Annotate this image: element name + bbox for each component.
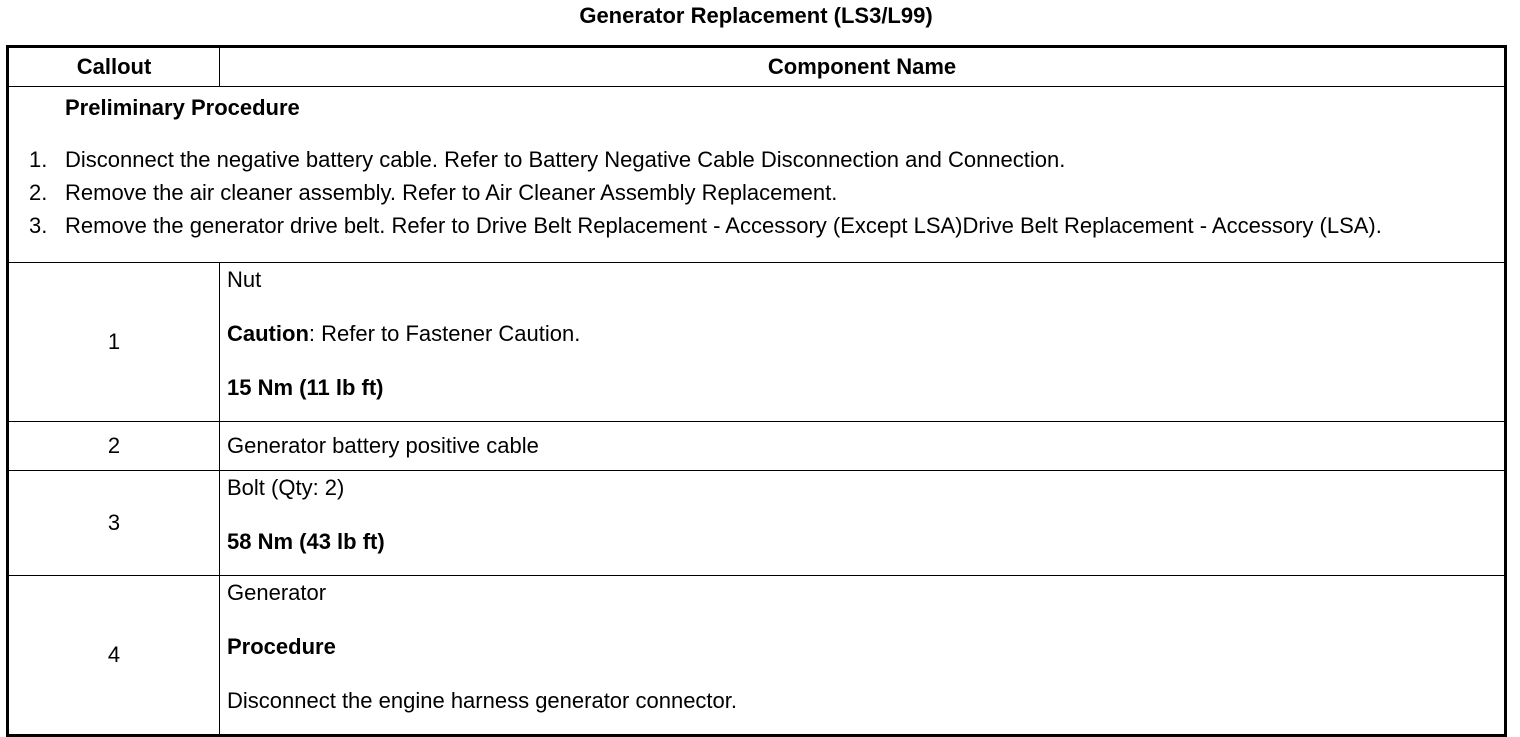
table-row — [8, 576, 1506, 736]
step-text: Remove the generator drive belt. Refer to Drive Belt Replacement - Accessory (Except LSA)Drive Belt Replacement - Accessory (LSA). — [65, 213, 1382, 238]
preliminary-procedure-row — [8, 87, 1506, 263]
list-item — [29, 180, 1494, 206]
step-number: 2. — [29, 180, 48, 205]
step-number: 3. — [29, 213, 48, 238]
callout-number: 3 — [8, 471, 220, 576]
callout-number: 1 — [8, 263, 220, 422]
torque-spec: 58 Nm (43 lb ft) — [227, 529, 385, 554]
document-title: Generator Replacement (LS3/L99) — [579, 3, 933, 28]
table-header-row — [8, 47, 1506, 87]
component-name: Generator battery positive cable — [227, 433, 539, 458]
table-row — [8, 422, 1506, 471]
component-name-cell — [220, 263, 1506, 422]
procedure-text: Disconnect the engine harness generator connector. — [227, 688, 737, 713]
component-name-cell — [220, 576, 1506, 736]
caution-label: Caution — [227, 321, 309, 346]
component-name-cell — [220, 471, 1506, 576]
step-text: Remove the air cleaner assembly. Refer to Air Cleaner Assembly Replacement. — [65, 180, 838, 205]
component-name: Generator — [227, 580, 327, 605]
caution-note — [227, 321, 1496, 347]
callout-column-header: Callout — [8, 47, 220, 87]
list-item — [29, 213, 1494, 239]
component-name-cell — [220, 422, 1506, 471]
preliminary-steps-list — [29, 147, 1494, 239]
component-name: Bolt (Qty: 2) — [227, 475, 345, 500]
table-row — [8, 263, 1506, 422]
preliminary-procedure-cell — [8, 87, 1506, 263]
table-row — [8, 471, 1506, 576]
callout-number: 2 — [8, 422, 220, 471]
component-name-column-header: Component Name — [220, 47, 1506, 87]
torque-spec: 15 Nm (11 lb ft) — [227, 375, 384, 400]
step-number: 1. — [29, 147, 48, 172]
component-name: Nut — [227, 267, 262, 292]
preliminary-procedure-heading: Preliminary Procedure — [65, 95, 300, 120]
step-text: Disconnect the negative battery cable. Refer to Battery Negative Cable Disconnection and Connection. — [65, 147, 1066, 172]
callout-number: 4 — [8, 576, 220, 736]
component-table — [6, 45, 1507, 737]
caution-text: : Refer to Fastener Caution. — [308, 321, 581, 346]
list-item — [29, 147, 1494, 173]
procedure-label: Procedure — [227, 634, 336, 659]
